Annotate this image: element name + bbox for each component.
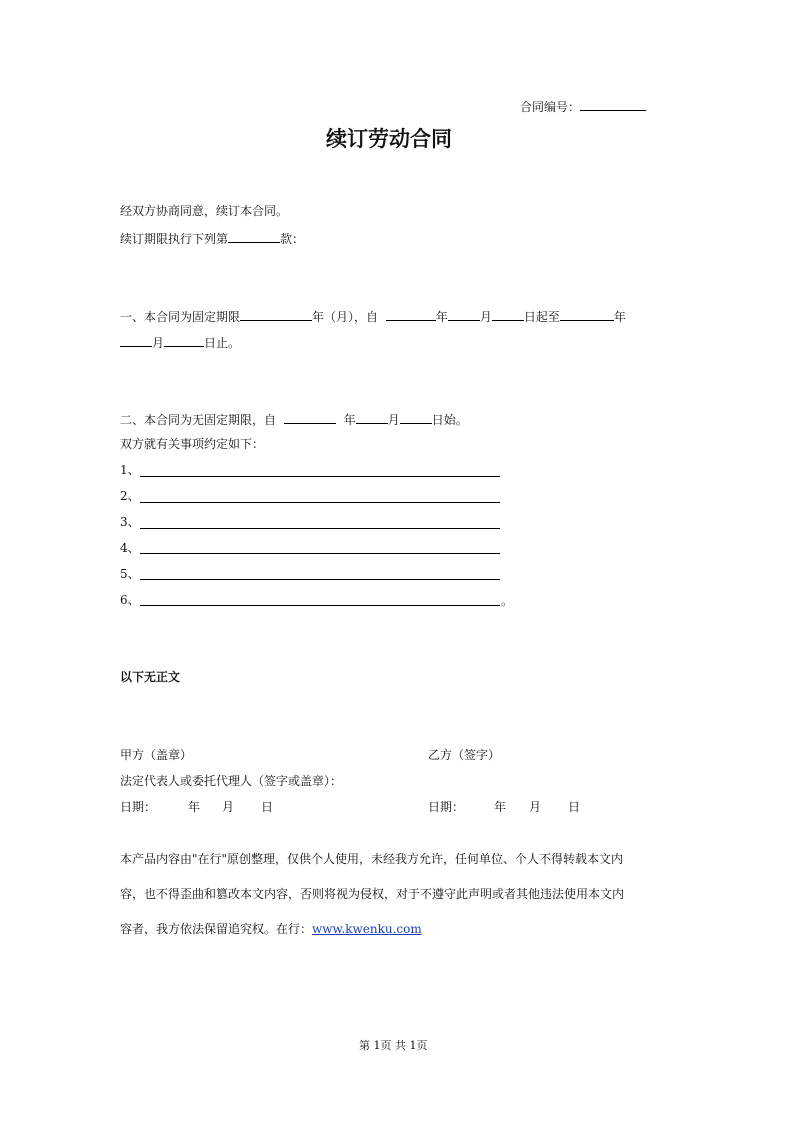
- list-item-number: 5、: [120, 567, 140, 581]
- party-a-label: 甲方（盖章）: [120, 748, 193, 762]
- copyright-notice-line-2: 容，也不得歪曲和篡改本文内容，否则将视为侵权，对于不遵守此声明或者其他违法使用本文内: [120, 887, 625, 901]
- list-item-number: 6、: [120, 593, 140, 607]
- party-a-date-month: 月: [222, 800, 235, 814]
- intro-line-1: 经双方协商同意，续订本合同。: [120, 204, 289, 218]
- clause-two-line: 二、本合同为无固定期限，自 年 月 日始。: [120, 410, 468, 428]
- list-item-line: [140, 502, 500, 503]
- list-end-period: 。: [501, 594, 514, 608]
- party-a-date-year: 年: [188, 800, 201, 814]
- open-start-month-blank: [356, 410, 388, 424]
- list-item-line: [140, 579, 500, 580]
- term-length-blank: [240, 307, 312, 321]
- party-a-date-day: 日: [261, 800, 274, 814]
- intro-line-2: 续订期限执行下列第 款：: [120, 229, 304, 247]
- list-item-line: [140, 476, 500, 477]
- contract-number-label: 合同编号：: [520, 97, 646, 115]
- agreement-intro: 双方就有关事项约定如下：: [120, 437, 265, 451]
- representative-label: 法定代表人或委托代理人（签字或盖章）：: [120, 774, 343, 788]
- clause-one-line-2: 月 日止。: [120, 333, 240, 351]
- open-start-day-blank: [400, 410, 432, 424]
- list-item-line: [140, 528, 500, 529]
- no-more-text: 以下无正文: [120, 670, 181, 684]
- end-year-blank: [560, 307, 614, 321]
- clause-one-line-1: 一、本合同为固定期限 年（月），自 年 月 日起至 年: [120, 307, 626, 325]
- start-month-blank: [448, 307, 480, 321]
- clause-number-blank: [228, 229, 280, 243]
- party-b-label: 乙方（签字）: [428, 748, 501, 762]
- party-b-date-day: 日: [568, 800, 581, 814]
- list-item-number: 1、: [120, 463, 140, 477]
- copyright-notice-line-3: 容者，我方依法保留追究权。在行：www.kwenku.com: [120, 922, 422, 936]
- start-day-blank: [492, 307, 524, 321]
- list-item-number: 4、: [120, 541, 140, 555]
- party-b-date-year: 年: [494, 800, 507, 814]
- end-day-blank: [164, 333, 204, 347]
- list-item-number: 3、: [120, 515, 140, 529]
- page-number-footer: 第 1页 共 1页: [359, 1039, 428, 1052]
- party-a-date-label: 日期：: [120, 800, 157, 814]
- start-year-blank: [386, 307, 436, 321]
- page-title: 续订劳动合同: [326, 127, 452, 151]
- end-month-blank: [120, 333, 152, 347]
- party-b-date-label: 日期：: [428, 800, 465, 814]
- party-b-date-month: 月: [529, 800, 542, 814]
- list-item-line: [140, 553, 500, 554]
- contract-number-blank: [580, 97, 646, 111]
- website-link[interactable]: www.kwenku.com: [312, 922, 422, 936]
- open-start-year-blank: [284, 410, 336, 424]
- list-item-number: 2、: [120, 489, 140, 503]
- copyright-notice-line-1: 本产品内容由"在行"原创整理，仅供个人使用，未经我方允许，任何单位、个人不得转载本文内: [120, 852, 624, 866]
- list-item-line: [140, 605, 500, 606]
